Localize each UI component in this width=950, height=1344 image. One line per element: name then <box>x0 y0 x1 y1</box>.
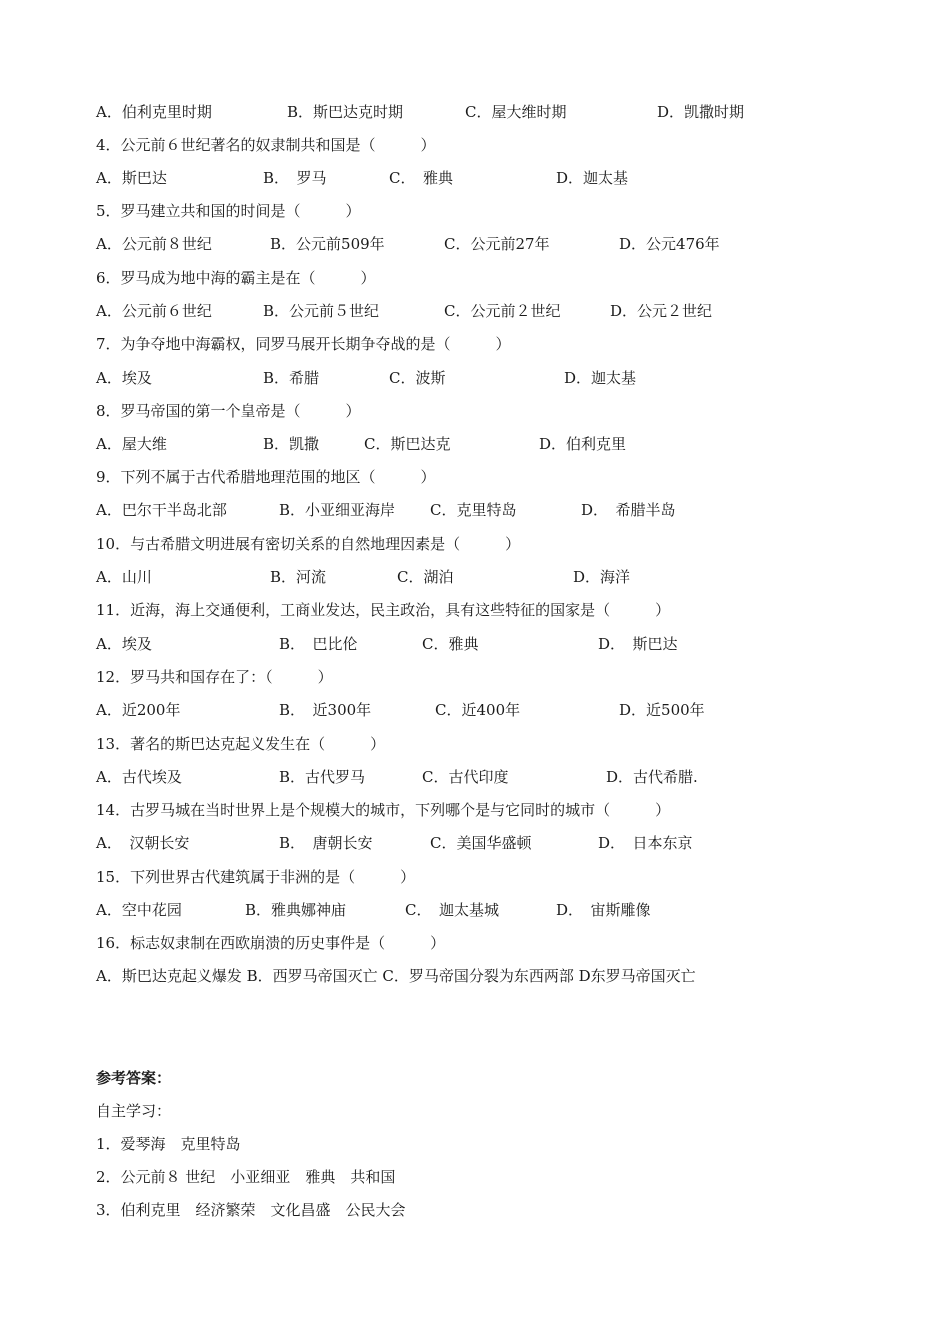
option-a: A．巴尔干半岛北部 <box>96 501 227 519</box>
question-11: 11．近海，海上交通便利，工商业发达，民主政治，具有这些特征的国家是（ ） <box>96 601 671 619</box>
question-14: 14．古罗马城在当时世界上是个规模大的城市，下列哪个是与它同时的城市（ ） <box>96 801 671 819</box>
question-14-options <box>96 833 693 853</box>
option-c: C．公元前27年 <box>444 235 550 253</box>
question-11-options <box>96 634 678 654</box>
option-b: B． 罗马 <box>263 169 327 187</box>
option-b: B．小亚细亚海岸 <box>279 501 396 519</box>
option-b: B．雅典娜神庙 <box>245 901 347 919</box>
option-a: A．公元前６世纪 <box>96 302 212 320</box>
option-b: B．希腊 <box>263 369 320 387</box>
option-a: A．山川 <box>96 568 152 586</box>
question-7-options <box>96 368 637 388</box>
option-d: D． 斯巴达 <box>598 635 678 653</box>
question-6-options <box>96 301 713 321</box>
question-16-options <box>96 966 696 986</box>
question-8-options <box>96 434 627 454</box>
option-a: A．屋大维 <box>96 435 167 453</box>
option-d: D．古代希腊. <box>606 768 698 786</box>
option-d: D．迦太基 <box>556 169 629 187</box>
question-10: 10．与古希腊文明进展有密切关系的自然地理因素是（ ） <box>96 535 521 553</box>
option-c: C．美国华盛顿 <box>430 834 532 852</box>
option-a: A．埃及 <box>96 635 152 653</box>
option-b: B． 巴比伦 <box>279 635 358 653</box>
option-d: D．近500年 <box>619 701 705 719</box>
question-12: 12．罗马共和国存在了：（ ） <box>96 668 333 686</box>
option-a: A．近200年 <box>96 701 181 719</box>
option-b: B． 唐朝长安 <box>279 834 373 852</box>
option-c: C．屋大维时期 <box>465 103 567 121</box>
option-b: B．公元前509年 <box>270 235 385 253</box>
option-c: C．湖泊 <box>397 568 454 586</box>
option-b: B． 近300年 <box>279 701 372 719</box>
option-d: D．伯利克里 <box>539 435 627 453</box>
option-a: A．空中花园 <box>96 901 182 919</box>
option-a: A．斯巴达 <box>96 169 167 187</box>
option-a: A．伯利克里时期 <box>96 103 212 121</box>
question-13: 13．著名的斯巴达克起义发生在（ ） <box>96 735 386 753</box>
option-d: D．凯撒时期 <box>657 103 745 121</box>
option-b: B．古代罗马 <box>279 768 366 786</box>
question-4-options <box>96 168 629 188</box>
option-b: B．斯巴达克时期 <box>287 103 404 121</box>
question-13-options <box>96 767 698 787</box>
option-c: C．波斯 <box>389 369 446 387</box>
question-6: 6．罗马成为地中海的霸主是在（ ） <box>96 269 376 287</box>
question-9: 9．下列不属于古代希腊地理范围的地区（ ） <box>96 468 436 486</box>
option-c: C．雅典 <box>422 635 479 653</box>
question-8: 8．罗马帝国的第一个皇帝是（ ） <box>96 402 361 420</box>
answer-item: 3．伯利克里 经济繁荣 文化昌盛 公民大会 <box>96 1201 406 1219</box>
option-c: C．克里特岛 <box>430 501 517 519</box>
answer-item: 1．爱琴海 克里特岛 <box>96 1135 241 1153</box>
option-d: D．迦太基 <box>564 369 637 387</box>
option-d: D． 宙斯雕像 <box>556 901 651 919</box>
question-4: 4．公元前６世纪著名的奴隶制共和国是（ ） <box>96 136 436 154</box>
question-9-options <box>96 500 676 520</box>
option-d: D．公元476年 <box>619 235 720 253</box>
question-7: 7．为争夺地中海霸权，同罗马展开长期争夺战的是（ ） <box>96 335 511 353</box>
answers-section: 自主学习： <box>96 1102 172 1120</box>
option-a: A．埃及 <box>96 369 152 387</box>
option-a: A． 汉朝长安 <box>96 834 190 852</box>
option-b: B．公元前５世纪 <box>263 302 380 320</box>
option-line: A．斯巴达克起义爆发 B．西罗马帝国灭亡 C．罗马帝国分裂为东西两部 D东罗马帝国灭亡 <box>96 967 696 985</box>
answers-heading: 参考答案： <box>96 1069 172 1087</box>
option-d: D．海洋 <box>573 568 631 586</box>
option-b: B．河流 <box>270 568 327 586</box>
option-c: C． 迦太基城 <box>405 901 499 919</box>
option-c: C．近400年 <box>435 701 521 719</box>
option-d: D． 希腊半岛 <box>581 501 676 519</box>
question-5: 5．罗马建立共和国的时间是（ ） <box>96 202 361 220</box>
option-d: D． 日本东京 <box>598 834 693 852</box>
option-c: C．公元前２世纪 <box>444 302 561 320</box>
question-15: 15．下列世界古代建筑属于非洲的是（ ） <box>96 868 416 886</box>
option-c: C．古代印度 <box>422 768 509 786</box>
option-c: C． 雅典 <box>389 169 453 187</box>
option-a: A．公元前８世纪 <box>96 235 212 253</box>
question-12-options <box>96 700 705 720</box>
option-b: B．凯撒 <box>263 435 320 453</box>
question-5-options <box>96 234 720 254</box>
option-c: C．斯巴达克 <box>364 435 451 453</box>
answer-item: 2．公元前８ 世纪 小亚细亚 雅典 共和国 <box>96 1168 396 1186</box>
question-16: 16．标志奴隶制在西欧崩溃的历史事件是（ ） <box>96 934 446 952</box>
option-d: D．公元２世纪 <box>610 302 713 320</box>
q3-options <box>96 102 745 122</box>
question-10-options <box>96 567 631 587</box>
option-a: A．古代埃及 <box>96 768 182 786</box>
question-15-options <box>96 900 651 920</box>
